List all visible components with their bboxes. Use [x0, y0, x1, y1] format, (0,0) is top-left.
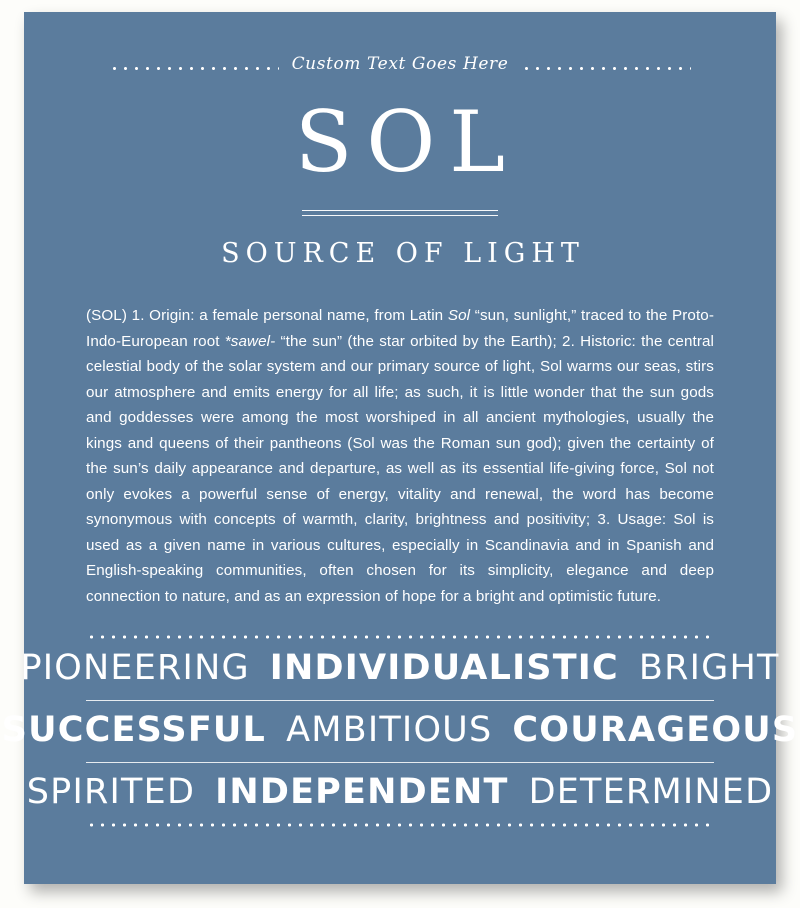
name-art-poster — [1, 12, 799, 884]
poster-canvas — [1, 12, 799, 884]
definition-paragraph — [86, 303, 714, 609]
definition-part-1: (SOL) 1. Origin: a female personal name, from Latin — [86, 307, 448, 324]
dotted-band-bottom — [86, 823, 714, 827]
definition-italic-2: *sawel- — [224, 332, 276, 350]
double-rule-divider — [302, 210, 498, 216]
divider-line-bottom — [302, 215, 498, 216]
trait-word: DETERMINED — [528, 771, 774, 812]
page-title: SOL — [294, 93, 520, 191]
trait-word: INDEPENDENT — [215, 771, 509, 812]
poster-header — [86, 12, 714, 86]
definition-part-2: “sun, sunlight,” traced to the Proto-Indo-European root — [86, 307, 715, 350]
custom-text: Custom Text Goes Here — [291, 54, 509, 74]
divider-line-top — [302, 210, 498, 211]
trait-word: AMBITIOUS — [286, 709, 493, 750]
trait-word: BRIGHT — [638, 648, 780, 688]
dotted-rule-right — [521, 67, 691, 70]
poster-subtitle: SOURCE OF LIGHT — [221, 238, 585, 269]
definition-part-3: “the sun” (the star orbited by the Earth); 2. Historic: the central celestial body of the solar system and our primary source of light, Sol warms our seas, stirs our atmosphere and emits energy for all life; as such, it is little wonder that the sun gods and goddesses were among the most worshiped in all ancient mythologies, usually the kings and queens of their pantheons (Sol was the Roman sun god); given the certainty of the sun’s daily appearance and departure, as well as its essential life-giving force, Sol not only evokes a powerful sense of energy, vitality and renewal, the word has become synonymous with concepts of warmth, clarity, brightness and positivity; 3. Usage: Sol is used as a given name in various cultures, especially in Scandinavia and in Spanish and English-speaking communities, often chosen for its simplicity, elegance and deep connection to nature, and as an expression of hope for a bright and optimistic future. — [86, 332, 714, 605]
trait-word: PIONEERING — [20, 648, 250, 688]
trait-row — [20, 639, 780, 700]
trait-word: SPIRITED — [26, 771, 196, 812]
trait-row — [1, 701, 799, 762]
definition-italic-1: Sol — [447, 307, 471, 324]
trait-word: INDIVIDUALISTIC — [269, 648, 619, 688]
trait-row — [26, 763, 774, 824]
trait-word: SUCCESSFUL — [1, 709, 267, 750]
trait-word: COURAGEOUS — [512, 709, 799, 750]
trait-list — [1, 635, 799, 827]
